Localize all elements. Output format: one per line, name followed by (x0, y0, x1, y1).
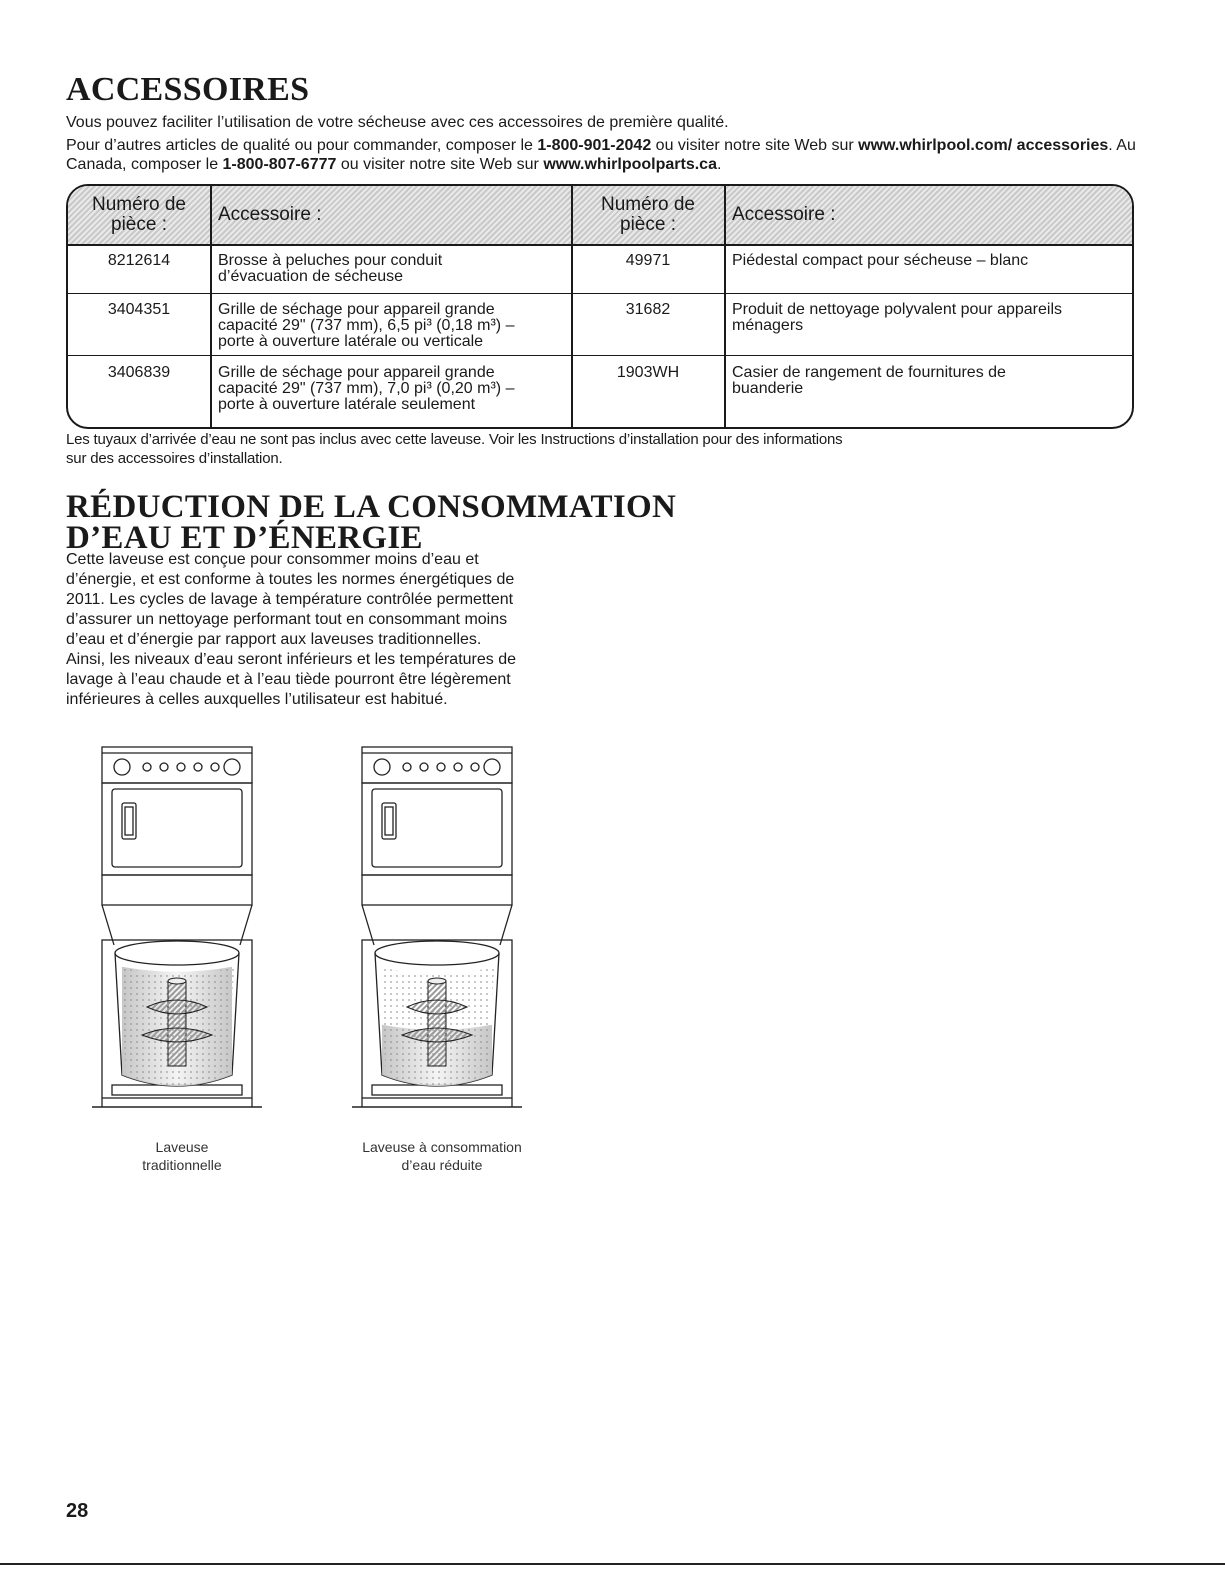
table-row (68, 246, 1132, 294)
traditional-washer-figure (92, 745, 282, 1140)
part-number: 3404351 (107, 301, 171, 318)
accessories-order-info (66, 136, 1136, 174)
part-number: 8212614 (107, 252, 171, 269)
accessory-description: Grille de séchage pour appareil grande capacité 29" (737 mm), 6,5 pi³ (0,18 m³) – porte à ouverture latérale ou verticale (218, 301, 515, 350)
accessory-description: Piédestal compact pour sécheuse – blanc (732, 252, 1029, 269)
figure-caption: Laveuse traditionnelle (142, 1139, 222, 1173)
part-number: 3406839 (107, 364, 171, 381)
order-text: . Au Canada, composer le (66, 137, 1136, 173)
accessory-description: Brosse à peluches pour conduit d’évacuation de sécheuse (218, 252, 443, 285)
washer-dryer-illustration (352, 745, 542, 1140)
reduction-body: Cette laveuse est conçue pour consommer moins d’eau et d’énergie, et est conforme à toutes les normes énergétiques de 2011. Les cycles de lavage à température contrôlée permettent d’assurer un nettoyage performant tout en consommant moins d’eau et d’énergie par rapport aux laveuses traditionnelles. Ainsi, les niveaux d’eau seront inférieurs et les températures de lavage à l’eau chaude et à l’eau tiède pourront être légèrement inférieures à celles auxquelles l’utilisateur est habitué. (66, 551, 517, 708)
part-number: 49971 (625, 252, 671, 269)
header-accessory-right: Accessoire : (732, 204, 836, 225)
page-number: 28 (66, 1500, 89, 1522)
inlet-hose-note: Les tuyaux d’arrivée d’eau ne sont pas inclus avec cette laveuse. Voir les Instructions d’installation pour des informations sur des accessoires d’installation. (66, 431, 843, 467)
table-row (68, 358, 1132, 423)
figure-caption: Laveuse à consommation d’eau réduite (362, 1139, 522, 1173)
accessories-title: ACCESSOIRES (66, 71, 310, 108)
washer-dryer-illustration (92, 745, 282, 1140)
header-part-number-right: Numéro de pièce : (601, 194, 695, 235)
phone-ca: 1-800-807-6777 (222, 156, 337, 173)
table-row (68, 295, 1132, 356)
accessory-description: Grille de séchage pour appareil grande capacité 29" (737 mm), 7,0 pi³ (0,20 m³) – porte à ouverture latérale seulement (218, 364, 515, 413)
part-number: 1903WH (616, 364, 680, 381)
accessories-intro: Vous pouvez faciliter l’utilisation de votre sécheuse avec ces accessoires de première qualité. (66, 114, 729, 131)
header-part-number-left: Numéro de pièce : (92, 194, 186, 235)
order-text: Pour d’autres articles de qualité ou pour commander, composer le (66, 137, 538, 154)
order-text: ou visiter notre site Web sur (651, 137, 859, 154)
low-water-washer-figure (352, 745, 542, 1140)
bottom-rule (0, 1563, 1225, 1565)
part-number: 31682 (625, 301, 671, 318)
phone-us: 1-800-901-2042 (537, 137, 652, 154)
accessory-description: Casier de rangement de fournitures de buanderie (732, 364, 1006, 397)
table-header (68, 186, 1132, 246)
order-text: . (716, 156, 722, 173)
reduction-title: RÉDUCTION DE LA CONSOMMATION D’EAU ET D’ÉNERGIE (66, 489, 677, 556)
accessory-description: Produit de nettoyage polyvalent pour appareils ménagers (732, 301, 1062, 334)
website-us-link[interactable]: www.whirlpool.com/ accessories (858, 137, 1109, 154)
website-ca-link[interactable]: www.whirlpoolparts.ca (543, 156, 717, 173)
order-text: ou visiter notre site Web sur (336, 156, 544, 173)
accessories-table (66, 184, 1134, 429)
header-accessory-left: Accessoire : (218, 204, 322, 225)
